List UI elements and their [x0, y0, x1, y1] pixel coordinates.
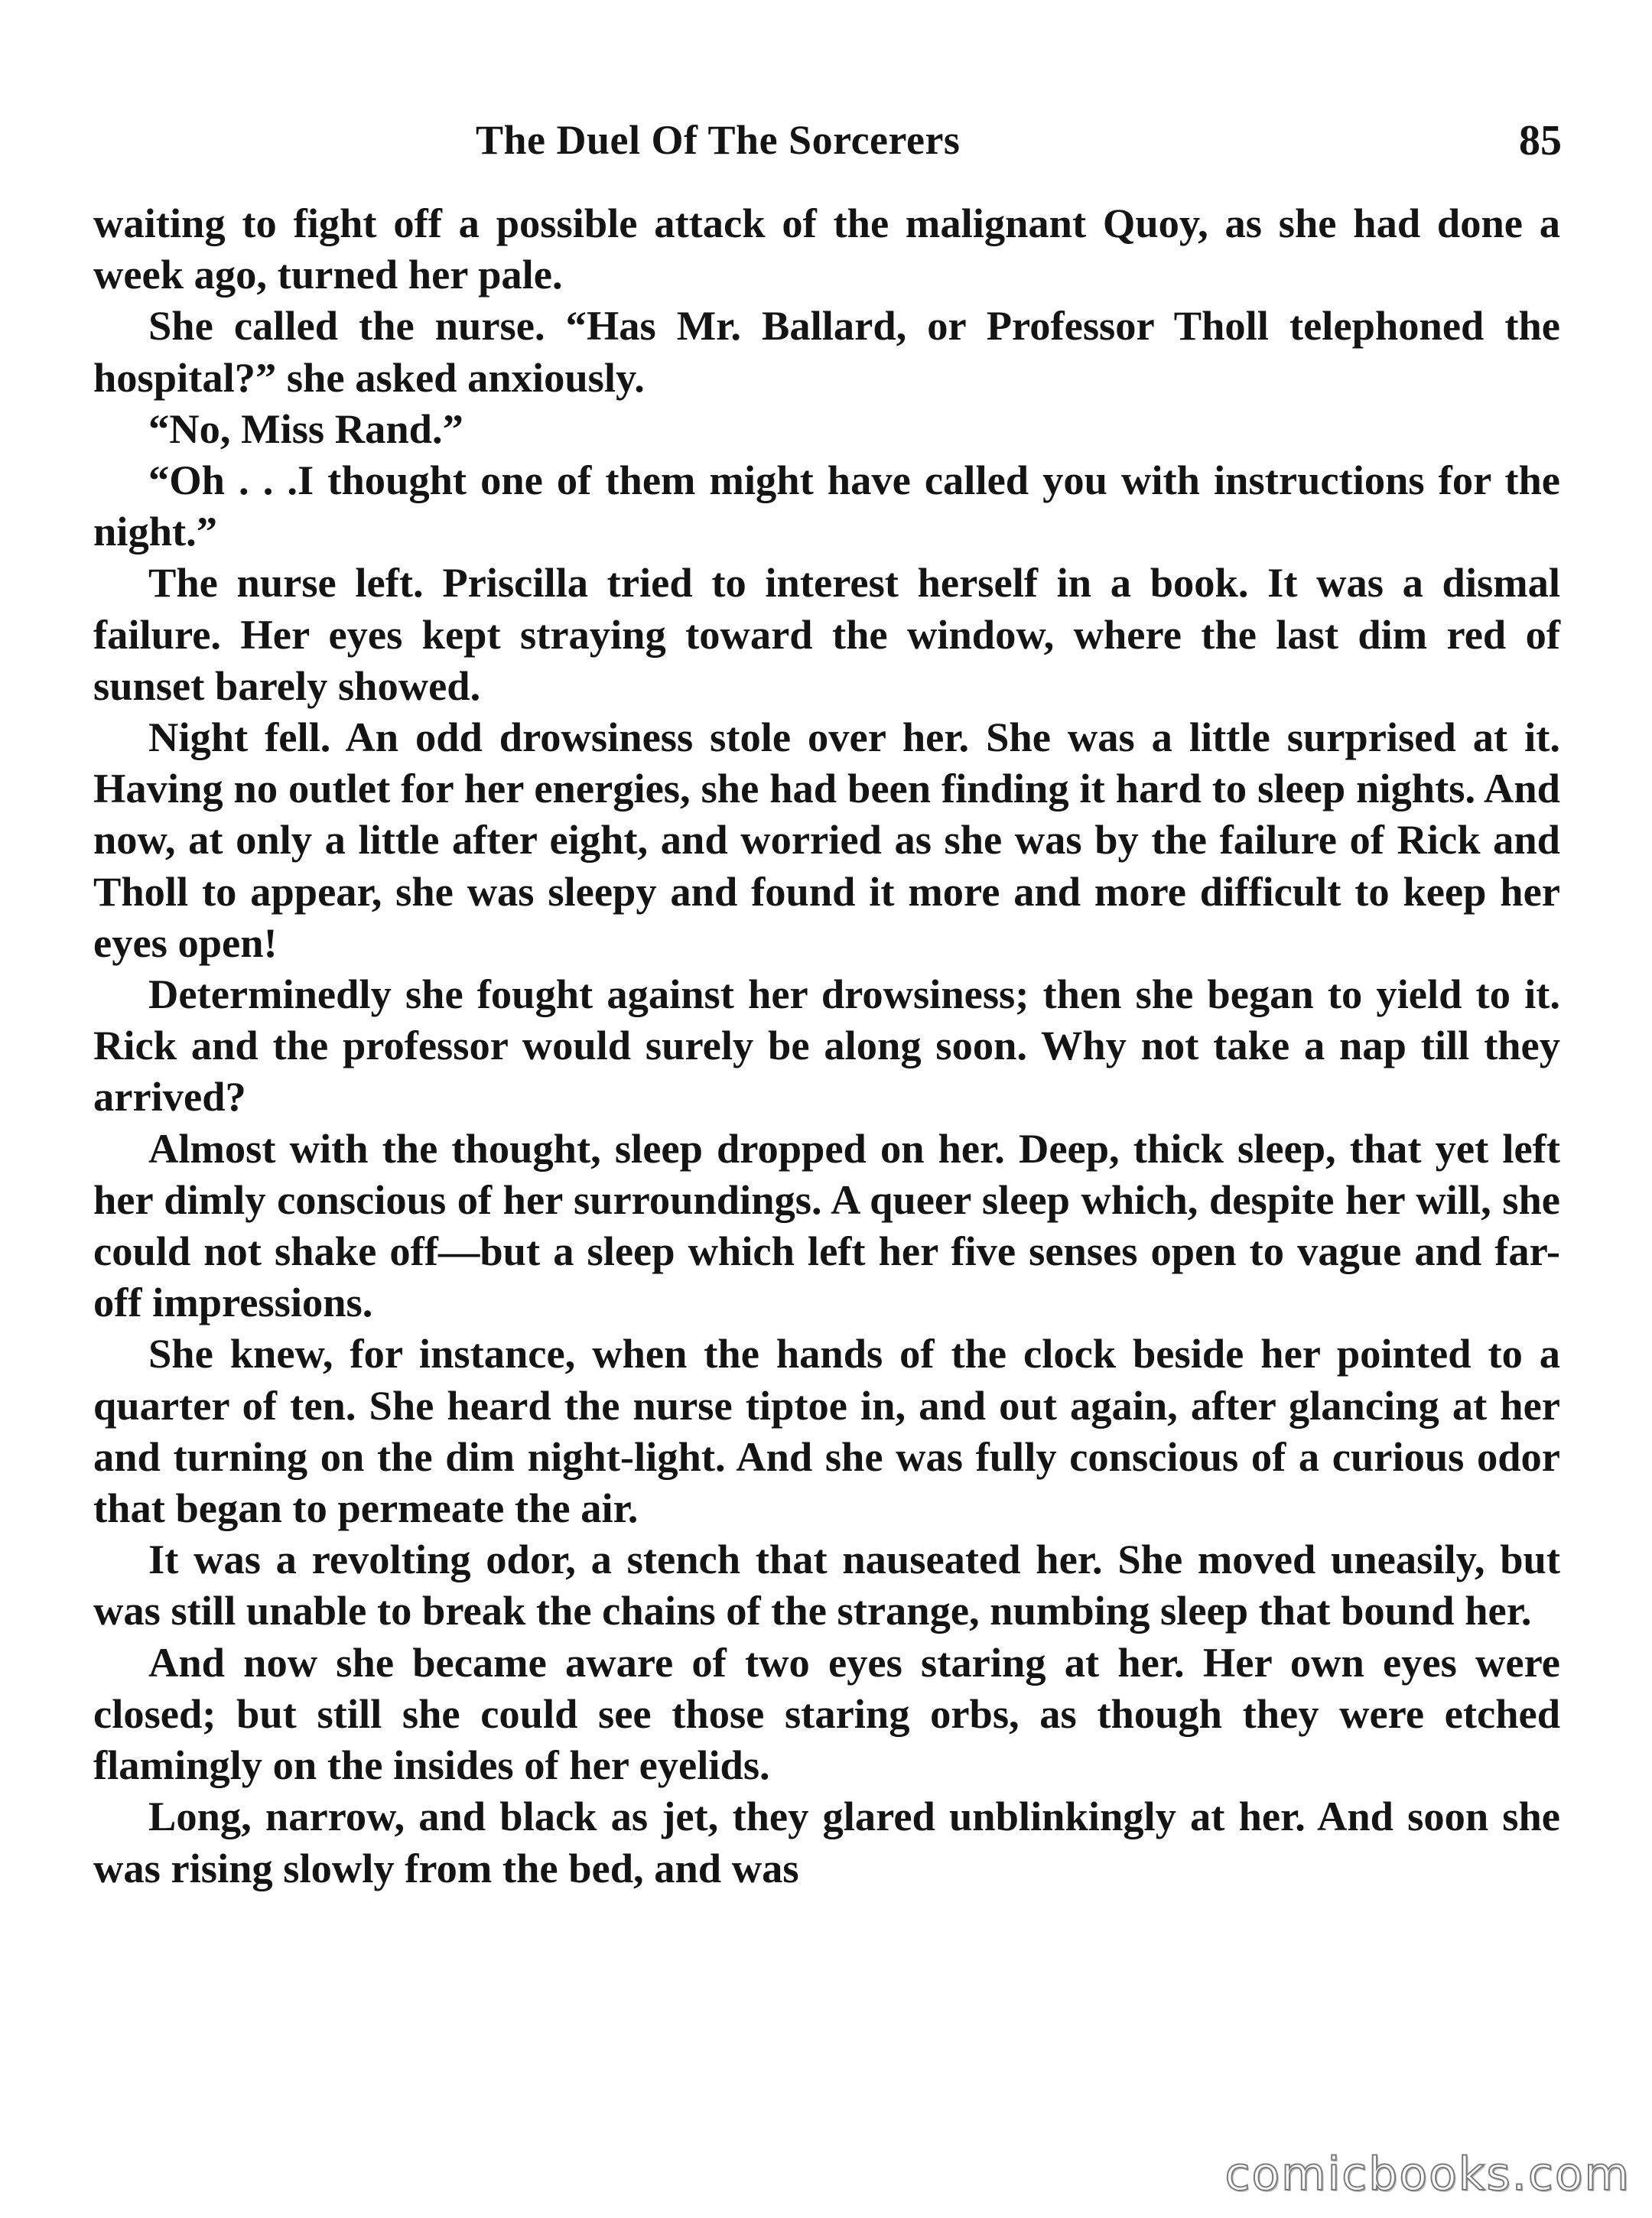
- paragraph: She knew, for instance, when the hands of the clock beside her pointed to a quarter of ten. She heard the nurse tiptoe in, and out again, after glancing at her and turning on the dim night-light. And she was fully conscious of a curious odor that began to permeate the air.: [93, 1330, 1560, 1532]
- paragraph: Almost with the thought, sleep dropped on her. Deep, thick sleep, that yet left her dimly conscious of her surroundings. A queer sleep which, despite her will, she could not shake off—but a sleep which left her five senses open to vague and far-off impressions.: [93, 1124, 1560, 1326]
- page-number: 85: [1519, 117, 1562, 164]
- paragraph: Long, narrow, and black as jet, they glared unblinkingly at her. And soon she was rising slowly from the bed, and was: [93, 1793, 1560, 1891]
- paragraph: She called the nurse. “Has Mr. Ballard, or Professor Tholl telephoned the hospital?” she asked anxiously.: [93, 302, 1560, 401]
- paragraph: “Oh . . .I thought one of them might have called you with instructions for the night.”: [93, 457, 1560, 555]
- running-header: [93, 116, 1562, 177]
- body-text: [93, 197, 1560, 1894]
- paragraph: And now she became aware of two eyes staring at her. Her own eyes were closed; but still she could see those staring orbs, as though they were etched flamingly on the insides of her eyelids.: [93, 1638, 1560, 1789]
- paragraph: “No, Miss Rand.”: [148, 405, 463, 452]
- running-title: The Duel Of The Sorcerers: [476, 117, 961, 163]
- watermark: comicbooks.com: [1224, 2148, 1631, 2201]
- paragraph: Determinedly she fought against her drowsiness; then she began to yield to it. Rick and the professor would surely be along soon. Why not take a nap till they arrived?: [93, 971, 1560, 1120]
- paragraph: It was a revolting odor, a stench that nauseated her. She moved uneasily, but was still unable to break the chains of the strange, numbing sleep that bound her.: [93, 1536, 1560, 1634]
- paragraph: The nurse left. Priscilla tried to interest herself in a book. It was a dismal failure. Her eyes kept straying toward the window, where the last dim red of sunset barely showed.: [93, 559, 1560, 709]
- paragraph: Night fell. An odd drowsiness stole over her. She was a little surprised at it. Having no outlet for her energies, she had been finding it hard to sleep nights. And now, at only a little after eight, and worried as she was by the failure of Rick and Tholl to appear, she was sleepy and found it more and more difficult to keep her eyes open!: [93, 714, 1560, 966]
- paragraph: waiting to fight off a possible attack of the malignant Quoy, as she had done a week ago, turned her pale.: [93, 200, 1560, 298]
